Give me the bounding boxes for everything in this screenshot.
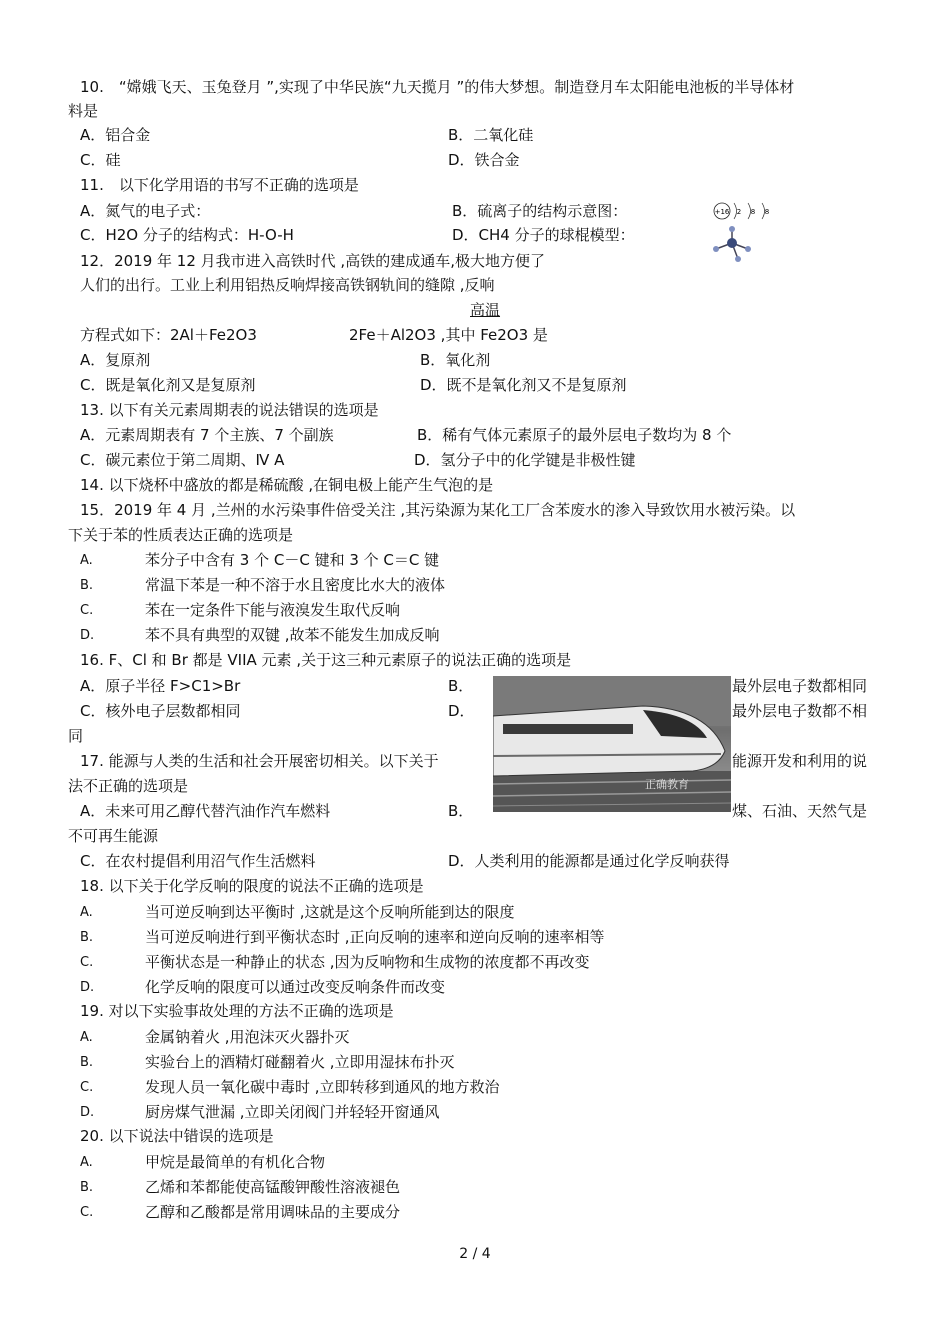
q15-label-d: D. <box>80 628 95 643</box>
q17-stem-left: 17. 能源与人类的生活和社会开展密切相关。以下关于 <box>80 752 439 770</box>
q18-label-d: D. <box>80 980 95 995</box>
atom-nucleus-charge: +16 <box>714 208 730 216</box>
q11-option-d: D．CH4 分子的球棍模型： <box>452 226 635 244</box>
q15-option-b: 常温下苯是一种不溶于水且密度比水大的液体 <box>145 576 446 594</box>
q13-option-b: B．稀有气体元素原子的最外层电子数均为 8 个 <box>417 426 732 444</box>
q18-option-d: 化学反响的限度可以通过改变反响条件而改变 <box>145 978 446 996</box>
q15-stem-line2: 下关于苯的性质表达正确的选项是 <box>68 526 294 544</box>
q11-stem: 11. 以下化学用语的书写不正确的选项是 <box>80 176 359 194</box>
q15-stem-line1: 15．2019 年 4 月 ,兰州的水污染事件倍受关注 ,其污染源为某化工厂含苯废水的渗入导致饮用水被污染。以 <box>80 501 796 519</box>
q12-option-c: C．既是氧化剂又是复原剂 <box>80 376 256 394</box>
q15-label-c: C. <box>80 603 94 618</box>
q19-label-b: B. <box>80 1055 94 1070</box>
q20-stem: 20. 以下说法中错误的选项是 <box>80 1127 274 1145</box>
q15-label-b: B. <box>80 578 94 593</box>
q17-option-a: A．未来可用乙醇代替汽油作汽车燃料 <box>80 802 331 820</box>
q16-option-d-cont: 同 <box>68 727 84 745</box>
q16-option-a: A．原子半径 F>C1>Br <box>80 677 241 695</box>
q16-label-b: B． <box>448 677 474 695</box>
photo-watermark: 正确教育 <box>645 778 689 791</box>
q20-label-b: B. <box>80 1180 94 1195</box>
q13-option-d: D．氢分子中的化学键是非极性键 <box>414 451 636 469</box>
q18-option-a: 当可逆反响到达平衡时 ,这就是这个反响所能到达的限度 <box>145 903 515 921</box>
q16-stem: 16. F、Cl 和 Br 都是 VIIA 元素 ,关于这三种元素原子的说法正确的选项是 <box>80 651 572 669</box>
q15-option-c: 苯在一定条件下能与液溴发生取代反响 <box>145 601 401 619</box>
high-speed-train-photo <box>493 676 731 812</box>
q12-option-b: B．氧化剂 <box>420 351 491 369</box>
q10-option-b: B．二氧化硅 <box>448 126 534 144</box>
q12-option-d: D．既不是氧化剂又不是复原剂 <box>420 376 627 394</box>
q10-option-a: A．铝合金 <box>80 126 151 144</box>
q18-stem: 18. 以下关于化学反响的限度的说法不正确的选项是 <box>80 877 424 895</box>
q12-reaction-condition: 高温 <box>470 301 501 319</box>
q12-stem-line2: 人们的出行。工业上利用铝热反响焊接高铁钢轨间的缝隙 ,反响 <box>80 276 495 294</box>
q18-option-b: 当可逆反响进行到平衡状态时 ,正向反响的速率和逆向反响的速率相等 <box>145 928 605 946</box>
q20-label-c: C. <box>80 1205 94 1220</box>
q19-label-c: C. <box>80 1080 94 1095</box>
q10-stem-line2: 料是 <box>68 102 99 120</box>
q13-option-a: A．元素周期表有 7 个主族、7 个副族 <box>80 426 334 444</box>
q20-option-c: 乙醇和乙酸都是常用调味品的主要成分 <box>145 1203 401 1221</box>
q15-label-a: A. <box>80 553 93 568</box>
q12-equation-right: 2Fe＋Al2O3 ,其中 Fe2O3 是 <box>349 326 548 344</box>
q19-option-a: 金属钠着火 ,用泡沫灭火器扑灭 <box>145 1028 350 1046</box>
q12-option-a: A．复原剂 <box>80 351 151 369</box>
q16-option-b: 最外层电子数都相同 <box>732 677 868 695</box>
q20-option-b: 乙烯和苯都能使高锰酸钾酸性溶液褪色 <box>145 1178 401 1196</box>
ch4-ball-stick-model-icon <box>708 225 756 263</box>
q14-stem: 14. 以下烧杯中盛放的都是稀硫酸 ,在铜电极上能产生气泡的是 <box>80 476 494 494</box>
q19-option-c: 发现人员一氧化碳中毒时 ,立即转移到通风的地方救治 <box>145 1078 500 1096</box>
q19-option-b: 实验台上的酒精灯碰翻着火 ,立即用湿抹布扑灭 <box>145 1053 455 1071</box>
q17-option-b-cont: 不可再生能源 <box>68 827 159 845</box>
q11-option-a: A．氮气的电子式： <box>80 202 211 220</box>
atom-shell-2: 8 <box>750 208 756 216</box>
q16-option-c: C．核外电子层数都相同 <box>80 702 241 720</box>
q17-label-b: B． <box>448 802 474 820</box>
q15-option-a: 苯分子中含有 3 个 C－C 键和 3 个 C＝C 键 <box>145 551 440 569</box>
q10-option-d: D．铁合金 <box>448 151 520 169</box>
q19-option-d: 厨房煤气泄漏 ,立即关闭阀门并轻轻开窗通风 <box>145 1103 440 1121</box>
q17-stem-line2: 法不正确的选项是 <box>68 777 189 795</box>
atom-shell-3: 8 <box>764 208 770 216</box>
q20-label-a: A. <box>80 1155 93 1170</box>
q19-stem: 19. 对以下实验事故处理的方法不正确的选项是 <box>80 1002 394 1020</box>
q19-label-a: A. <box>80 1030 93 1045</box>
page-number: 2 / 4 <box>459 1246 491 1262</box>
q19-label-d: D. <box>80 1105 95 1120</box>
q17-stem-right: 能源开发和利用的说 <box>732 752 868 770</box>
q16-label-d: D． <box>448 702 475 720</box>
q11-option-b: B．硫离子的结构示意图： <box>452 202 628 220</box>
q12-equation-left: 方程式如下：2Al＋Fe2O3 <box>80 326 257 344</box>
q18-option-c: 平衡状态是一种静止的状态 ,因为反响物和生成物的浓度都不再改变 <box>145 953 590 971</box>
q17-option-d: D．人类利用的能源都是通过化学反响获得 <box>448 852 730 870</box>
q18-label-a: A. <box>80 905 93 920</box>
q13-stem: 13. 以下有关元素周期表的说法错误的选项是 <box>80 401 379 419</box>
q13-option-c: C．碳元素位于第二周期、Ⅳ A <box>80 451 285 469</box>
q17-option-b: 煤、石油、天然气是 <box>732 802 868 820</box>
q11-option-c: C．H2O 分子的结构式：H-O-H <box>80 226 294 244</box>
train-illustration <box>493 676 731 812</box>
q18-label-c: C. <box>80 955 94 970</box>
q12-stem-line1: 12．2019 年 12 月我市进入高铁时代 ,高铁的建成通车,极大地方便了 <box>80 252 545 270</box>
q16-option-d: 最外层电子数都不相 <box>732 702 868 720</box>
q10-option-c: C．硅 <box>80 151 121 169</box>
sulfur-ion-structure-diagram <box>712 200 774 222</box>
atom-shell-1: 2 <box>736 208 742 216</box>
q18-label-b: B. <box>80 930 94 945</box>
q17-option-c: C．在农村提倡利用沼气作生活燃料 <box>80 852 316 870</box>
q10-stem-line1: 10. “嫦娥飞天、玉兔登月 ”,实现了中华民族“九天揽月 ”的伟大梦想。制造登月车太阳能电池板的半导体材 <box>80 78 795 96</box>
q20-option-a: 甲烷是最简单的有机化合物 <box>145 1153 326 1171</box>
q15-option-d: 苯不具有典型的双键 ,故苯不能发生加成反响 <box>145 626 440 644</box>
